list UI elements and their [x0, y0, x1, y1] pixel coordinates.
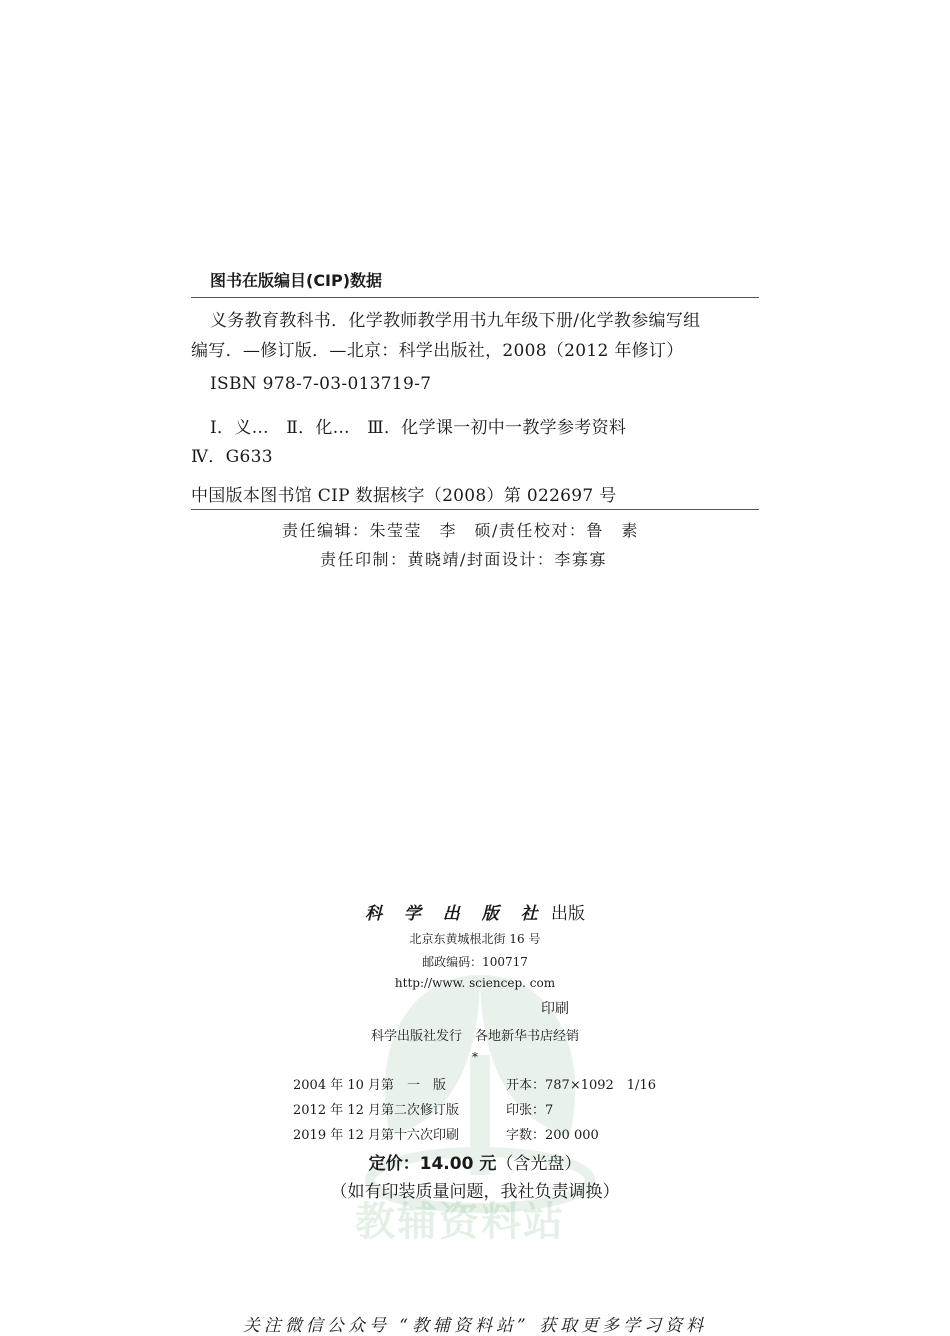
printer-label: 印刷 — [541, 1001, 569, 1017]
footer-promo: 关注微信公众号 “教辅资料站” 获取更多学习资料 — [242, 1316, 708, 1336]
publisher-postcode: 邮政编码：100717 — [422, 955, 528, 969]
credits-line-1: 责任编辑：朱莹莹 李 硕/责任校对：鲁 素 — [282, 521, 639, 540]
cip-number: 中国版本图书馆 CIP 数据核字（2008）第 022697 号 — [191, 486, 617, 506]
cip-class-line-2: Ⅳ．G633 — [191, 447, 273, 467]
edition-right-3: 字数：200 000 — [506, 1128, 599, 1143]
cip-isbn: ISBN 978-7-03-013719-7 — [210, 374, 432, 394]
watermark-text: 教辅资料站 — [355, 1199, 565, 1245]
publisher-url: http://www. sciencep. com — [394, 976, 556, 990]
edition-left-1: 2004 年 10 月第 一 版 — [293, 1078, 447, 1093]
publisher-suffix: 出版 — [551, 904, 586, 924]
price-note: （含光盘） — [496, 1154, 582, 1174]
quality-note: （如有印装质量问题，我社负责调换） — [330, 1182, 620, 1202]
cip-title: 图书在版编目(CIP)数据 — [210, 271, 383, 290]
publisher-name: 科 学 出 版 社 — [364, 904, 546, 924]
edition-left-2: 2012 年 12 月第二次修订版 — [293, 1103, 460, 1118]
edition-right-2: 印张：7 — [506, 1103, 554, 1118]
cip-line-2: 编写．—修订版．—北京：科学出版社，2008（2012 年修订） — [191, 341, 684, 361]
credits-line-2: 责任印制：黄晓靖/封面设计：李寡寡 — [320, 550, 607, 569]
price-line — [0, 1149, 950, 1174]
price-label: 定价：14.00 元 — [368, 1154, 497, 1174]
cip-class-line-1: Ⅰ．义… Ⅱ．化… Ⅲ．化学课一初中一教学参考资料 — [210, 418, 627, 438]
distribution: 科学出版社发行 各地新华书店经销 — [370, 1029, 579, 1044]
edition-left-3: 2019 年 12 月第十六次印刷 — [293, 1128, 460, 1143]
publisher-address: 北京东黄城根北街 16 号 — [409, 932, 541, 946]
separator-star: * — [472, 1050, 478, 1064]
edition-right-1: 开本：787×1092 1/16 — [506, 1078, 656, 1093]
cip-line-1: 义务教育教科书．化学教师教学用书九年级下册/化学教参编写组 — [210, 311, 701, 331]
cip-top-rule — [191, 297, 759, 298]
publisher-line — [0, 899, 950, 924]
cip-bottom-rule — [191, 509, 759, 510]
